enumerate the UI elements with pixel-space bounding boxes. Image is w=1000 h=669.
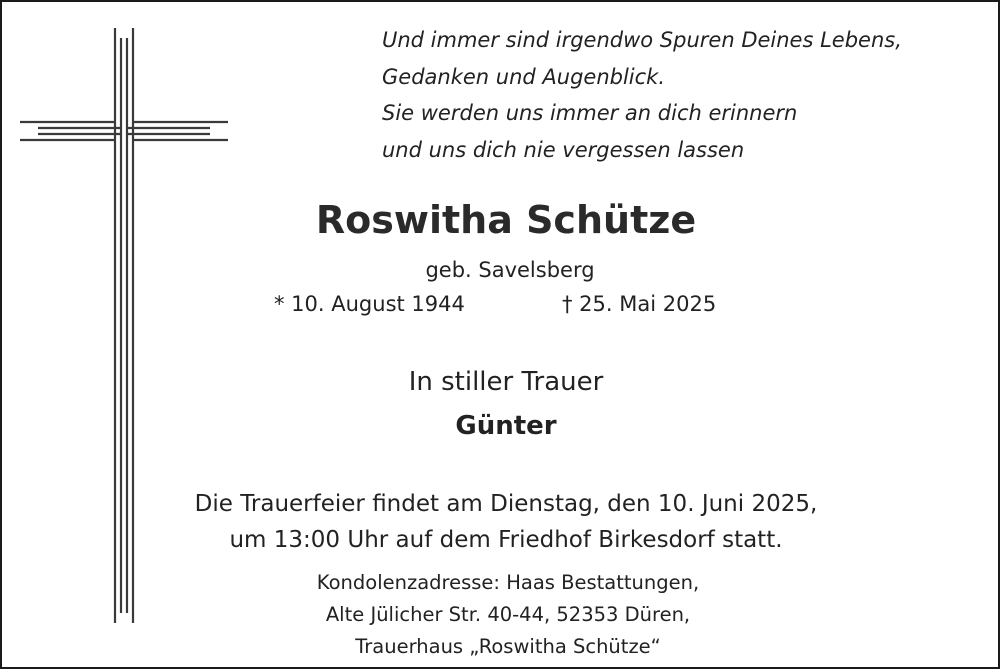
mourning-heading: In stiller Trauer [408,367,604,397]
maiden-name: geb. Savelsberg [425,258,595,282]
condolence-address [8,567,1000,663]
poem-line: Sie werden uns immer an dich erinnern [382,101,798,125]
mourner-name: Günter [455,411,557,441]
condolence-line: Kondolenzadresse: Haas Bestattungen, [316,571,700,594]
deceased-name: Roswitha Schütze [315,198,697,242]
ceremony-info [6,486,1000,558]
condolence-line: Trauerhaus „Roswitha Schütze“ [355,635,661,658]
ceremony-line: Die Trauerfeier findet am Dienstag, den 10. Juni 2025, [194,491,818,517]
poem [382,22,982,168]
poem-line: Und immer sind irgendwo Spuren Deines Lebens, [382,28,902,52]
ceremony-line: um 13:00 Uhr auf dem Friedhof Birkesdorf statt. [229,527,783,553]
death-date: † 25. Mai 2025 [562,292,717,316]
poem-line: Gedanken und Augenblick. [382,64,666,89]
poem-line: und uns dich nie vergessen lassen [382,137,745,162]
birth-date: * 10. August 1944 [274,292,465,316]
condolence-line: Alte Jülicher Str. 40-44, 52353 Düren, [325,603,691,626]
